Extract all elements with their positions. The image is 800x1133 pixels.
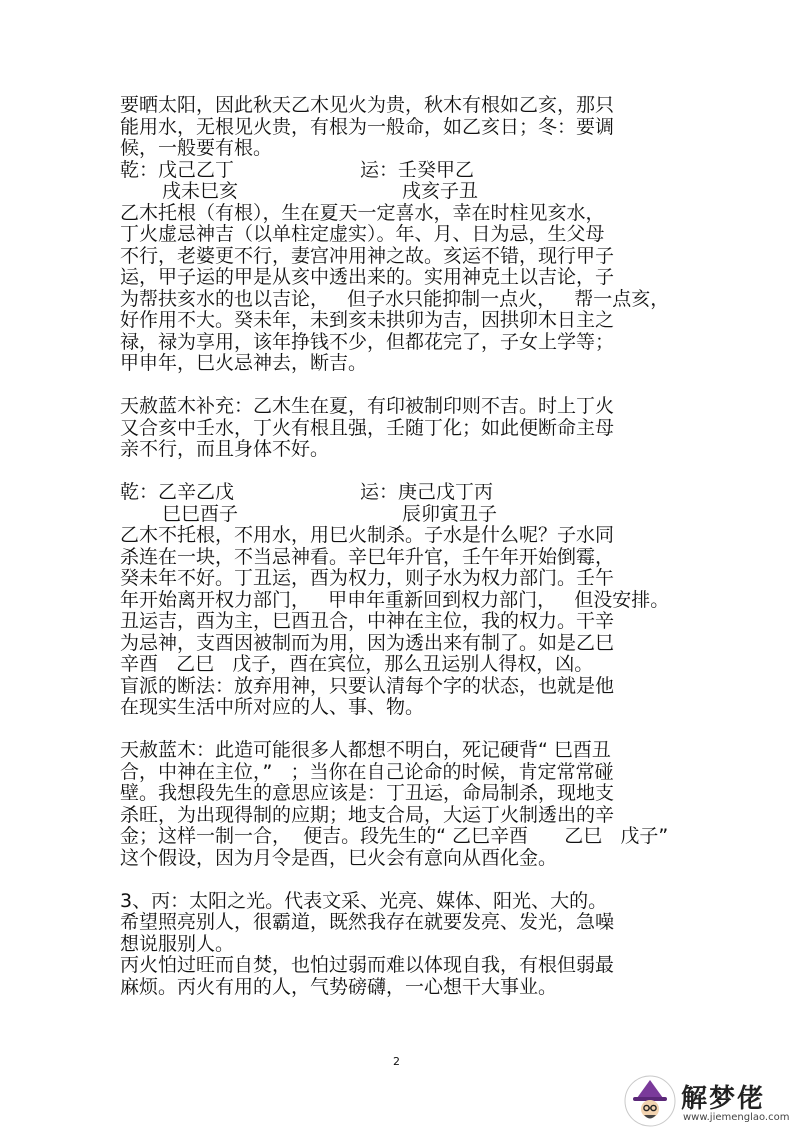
text-line: 要晒太阳，因此秋天乙木见火为贵，秋木有根如乙亥，那只: [120, 94, 615, 116]
text-line: 癸未年不好。丁丑运，酉为权力，则子水为权力部门。壬午: [120, 567, 615, 589]
text-line: 禄，禄为享用，该年挣钱不少，但都花完了，子女上学等；: [120, 330, 615, 353]
text-line: 亲不行，而且身体不好。: [120, 438, 330, 460]
text-line: 麻烦。丙火有用的人，气势磅礴，一心想干大事业。: [120, 975, 558, 998]
chart1-branches-row: [120, 181, 690, 203]
chart1-stems: 乾：戊己乙丁: [120, 158, 235, 181]
text-line: 这个假设，因为月令是酉，巳火会有意向从酉化金。: [120, 846, 558, 869]
text-line: 运，甲子运的甲是从亥中透出来的。实用神克土以吉论，子: [120, 266, 615, 288]
text-line: 盲派的断法：放弃用神，只要认清每个字的状态，也就是他: [120, 674, 615, 697]
text-line: 希望照亮别人，很霸道，既然我存在就要发亮、发光，急噪: [120, 911, 615, 933]
text-line: 杀连在一块，不当忌神看。辛巳年升官，壬午年开始倒霉，: [120, 545, 615, 568]
text-line: 3、丙：太阳之光。代表文采、光亮、媒体、阳光、大的。: [120, 889, 608, 912]
text-line: 又合亥中壬水，丁火有根且强，壬随丁化；如此便断命主母: [120, 416, 615, 439]
chart2-stems-row: [120, 482, 690, 504]
text-line: 杀旺，为出现得制的应期；地支合局，大运丁火制透出的辛: [120, 803, 615, 826]
text-line: 好作用不大。癸未年，未到亥未拱卯为吉，因拱卯木日主之: [120, 309, 615, 331]
text-line: 为忌神，支酉因被制而为用，因为透出来有制了。如是乙巳: [120, 631, 615, 654]
blank-line: [120, 869, 690, 891]
text-line: 候，一般要有根。: [120, 137, 273, 159]
text-line: 壁。我想段先生的意思应该是：丁丑运，命局制杀，现地支: [120, 782, 615, 804]
chart2-luck-branches: 辰卯寅丑子: [402, 502, 498, 525]
text-line: 甲申年，巳火忌神去，断吉。: [120, 352, 368, 374]
text-line: 乙木托根（有根），生在夏天一定喜水，幸在时柱见亥水，: [120, 201, 605, 224]
text-line: 能用水，无根见火贵，有根为一般命，如乙亥日；冬：要调: [120, 115, 615, 138]
page-number: 2: [393, 1055, 400, 1068]
text-line: 乙木不托根，不用水，用巳火制杀。子水是什么呢？子水同: [120, 524, 615, 546]
text-line: 金；这样一制一合， 便吉。段先生的“ 乙巳辛酉 乙巳 戊子”: [120, 825, 669, 847]
text-line: 辛酉 乙巳 戊子，酉在宾位，那么丑运别人得权，凶。: [120, 653, 594, 675]
chart2-branches: 巳巳酉子: [162, 502, 239, 525]
chart1-stems-row: [120, 160, 690, 182]
logo-url: www.jiemenglao.com: [683, 1112, 790, 1123]
chart2-branches-row: [120, 504, 690, 526]
text-line: 天赦蓝木补充：乙木生在夏，有印被制印则不吉。时上丁火: [120, 395, 615, 417]
wizard-hat-icon: [623, 1074, 677, 1128]
text-line: 想说服别人。: [120, 932, 235, 955]
text-line: 合，中神在主位，” ；当你在自己论命的时候，肯定常常碰: [120, 760, 614, 783]
chart2-stems: 乾：乙辛乙戊: [120, 481, 235, 503]
chart1-luck: 运：壬癸甲乙: [360, 158, 475, 181]
blank-line: [120, 375, 690, 397]
blank-line: [120, 461, 690, 483]
text-line: 天赦蓝木：此造可能很多人都想不明白，死记硬背“ 巳酉丑: [120, 739, 611, 761]
logo-text: 解梦佬: [681, 1084, 766, 1114]
chart1-luck-branches: 戌亥子丑: [402, 180, 479, 202]
text-line: 年开始离开权力部门， 甲申年重新回到权力部门， 但没安排。: [120, 588, 670, 611]
chart1-branches: 戌未巳亥: [162, 180, 239, 202]
text-line: 为帮扶亥水的也以吉论， 但子水只能抑制一点火， 帮一点亥，: [120, 287, 670, 310]
text-line: 丑运吉，酉为主，巳酉丑合，中神在主位，我的权力。干辛: [120, 610, 615, 632]
site-logo[interactable]: [623, 1072, 798, 1130]
text-line: 丁火虚忌神吉（以单柱定虚实）。年、月、日为忌，生父母: [120, 223, 605, 245]
text-line: 不行，老婆更不行，妻宫冲用神之故。亥运不错，现行甲子: [120, 244, 615, 267]
document-body: [120, 95, 690, 998]
text-line: 在现实生活中所对应的人、事、物。: [120, 696, 425, 718]
text-line: 丙火怕过旺而自焚，也怕过弱而难以体现自我，有根但弱最: [120, 954, 615, 976]
blank-line: [120, 719, 690, 741]
chart2-luck: 运：庚己戊丁丙: [360, 481, 494, 503]
